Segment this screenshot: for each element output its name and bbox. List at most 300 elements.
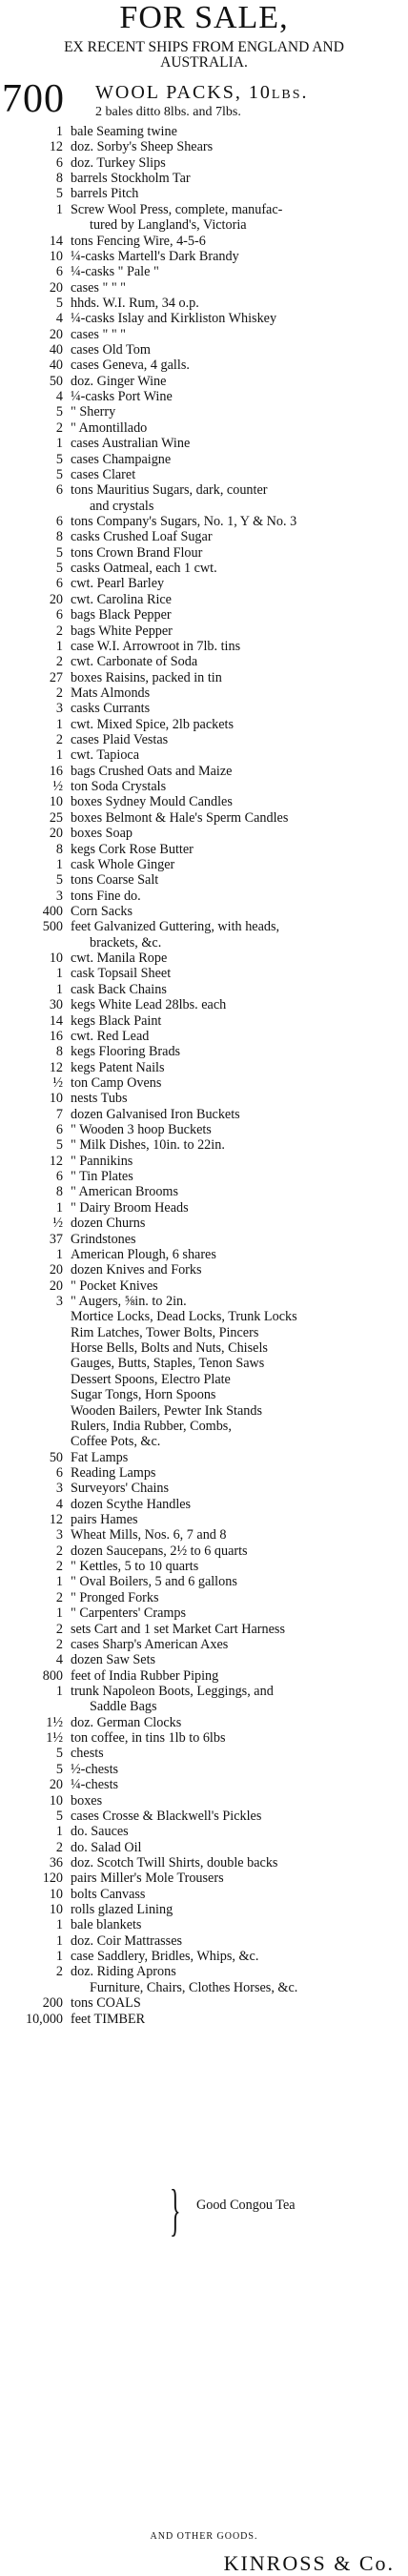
list-item [0, 842, 408, 857]
item-description: casks Crushed Loaf Sugar [71, 529, 213, 545]
list-item [0, 249, 408, 264]
list-item [0, 919, 408, 934]
item-description: tons Coarse Salt [71, 872, 159, 889]
ad-title: FOR SALE, [119, 0, 289, 35]
item-description: pairs Hames [71, 1512, 138, 1528]
item-quantity: 14 [49, 1012, 63, 1029]
item-quantity: 2 [55, 1559, 63, 1575]
item-quantity: 1 [55, 1574, 63, 1590]
item-quantity: 20 [49, 1262, 63, 1278]
item-description: brackets, &c. [90, 934, 162, 951]
item-quantity: 5 [55, 1761, 63, 1777]
item-quantity: 6 [55, 514, 63, 529]
item-quantity: 1 [55, 981, 63, 997]
list-item [0, 1403, 408, 1419]
list-item [0, 499, 408, 514]
item-description: sets Cart and 1 set Market Cart Harness [71, 1621, 285, 1637]
item-description: pairs Miller's Mole Trousers [71, 1871, 224, 1887]
item-quantity: 3 [55, 1527, 63, 1544]
item-quantity: 25 [49, 809, 63, 826]
list-item [0, 951, 408, 966]
item-description: nests Tubs [71, 1091, 128, 1107]
item-description: doz. Sorby's Sheep Shears [71, 139, 214, 155]
item-quantity: 2 [55, 654, 63, 670]
list-item [0, 685, 408, 701]
item-quantity: 2 [55, 732, 63, 748]
item-description: feet of India Rubber Piping [71, 1667, 219, 1684]
item-quantity: 1½ [46, 1714, 63, 1730]
list-item [0, 1793, 408, 1809]
lead-description: WOOL PACKS, 10lbs. [95, 82, 309, 103]
item-description: Horse Bells, Bolts and Nuts, Chisels [71, 1340, 268, 1357]
list-item [0, 1137, 408, 1153]
list-item [0, 1200, 408, 1216]
list-item [0, 1652, 408, 1667]
list-item [0, 624, 408, 639]
list-item [0, 592, 408, 607]
item-quantity: 1 [55, 1605, 63, 1622]
lead-description-second-line: 2 bales ditto 8lbs. and 7lbs. [95, 105, 241, 119]
list-item [0, 1325, 408, 1340]
item-description: " Pannikins [71, 1153, 133, 1169]
item-description: casks Oatmeal, each 1 cwt. [71, 561, 217, 577]
list-item [0, 1746, 408, 1761]
list-item [0, 1964, 408, 1979]
list-item [0, 826, 408, 841]
item-description: cases Geneva, 4 galls. [71, 358, 190, 374]
item-description: Rulers, India Rubber, Combs, [71, 1418, 232, 1434]
item-description: Sugar Tongs, Horn Spoons [71, 1387, 216, 1403]
list-item [0, 482, 408, 498]
list-item [0, 1044, 408, 1059]
list-item [0, 358, 408, 373]
item-quantity: 12 [49, 139, 63, 155]
item-description: trunk Napoleon Boots, Leggings, and [71, 1684, 274, 1699]
list-item [0, 1824, 408, 1839]
item-quantity: 8 [55, 1184, 63, 1200]
item-quantity: 20 [49, 826, 63, 842]
item-quantity: 500 [42, 919, 63, 935]
item-description: chests [71, 1746, 104, 1762]
list-item [0, 1481, 408, 1496]
item-quantity: 40 [49, 342, 63, 358]
list-item [0, 1107, 408, 1122]
list-item [0, 872, 408, 888]
list-item [0, 1154, 408, 1169]
item-description: cases Claret [71, 466, 136, 482]
list-item [0, 124, 408, 139]
item-description: case Saddlery, Bridles, Whips, &c. [71, 1949, 259, 1965]
item-quantity: 1 [55, 966, 63, 982]
list-item [0, 1980, 408, 1995]
item-description: ton Camp Ovens [71, 1074, 162, 1091]
item-quantity: 14 [49, 233, 63, 249]
list-item [0, 1497, 408, 1512]
list-item [0, 1247, 408, 1262]
item-quantity: 1 [55, 436, 63, 452]
item-description: tons Company's Sugars, No. 1, Y & No. 3 [71, 514, 297, 529]
list-item [0, 1450, 408, 1465]
item-description: ¼-casks Islay and Kirkliston Whiskey [71, 311, 277, 327]
item-quantity: 5 [55, 1808, 63, 1824]
list-item [0, 1013, 408, 1029]
item-quantity: 20 [49, 591, 63, 607]
item-quantity: 6 [55, 264, 63, 280]
item-quantity: 1 [55, 716, 63, 732]
item-description: do. Salad Oil [71, 1839, 142, 1855]
list-item [0, 747, 408, 763]
item-description: Wheat Mills, Nos. 6, 7 and 8 [71, 1527, 227, 1544]
item-quantity: 2 [55, 1589, 63, 1605]
item-quantity: 3 [55, 888, 63, 904]
item-description: " Dairy Broom Heads [71, 1199, 189, 1216]
list-item [0, 514, 408, 529]
item-quantity: ½ [52, 1216, 63, 1232]
item-description: dozen Galvanised Iron Buckets [71, 1106, 240, 1122]
list-item [0, 1372, 408, 1387]
item-description: cwt. Carolina Rice [71, 591, 172, 607]
item-description: tons Fine do. [71, 888, 141, 904]
item-description: tons Fencing Wire, 4-5-6 [71, 233, 206, 249]
item-quantity: 120 [42, 1871, 63, 1887]
item-quantity: 8 [55, 1044, 63, 1060]
list-item [0, 452, 408, 467]
list-item [0, 857, 408, 872]
list-item [0, 1949, 408, 1964]
item-description: cases Plaid Vestas [71, 732, 169, 748]
item-quantity: 8 [55, 171, 63, 187]
item-description: cwt. Mixed Spice, 2lb packets [71, 716, 234, 732]
item-description: Rim Latches, Tower Bolts, Pincers [71, 1324, 259, 1340]
tea-brace: } [170, 2178, 181, 2241]
list-item [0, 1590, 408, 1605]
item-description: cases Crosse & Blackwell's Pickles [71, 1808, 262, 1824]
list-item [0, 935, 408, 951]
item-quantity: ½ [52, 779, 63, 795]
item-description: cask Topsail Sheet [71, 966, 172, 982]
list-item [0, 1887, 408, 1902]
list-item [0, 155, 408, 171]
list-item [0, 342, 408, 358]
item-quantity: 40 [49, 358, 63, 374]
item-description: boxes Soap [71, 826, 133, 842]
item-quantity: 5 [55, 404, 63, 420]
lead-quantity: 700 [2, 77, 65, 121]
item-quantity: 1 [55, 124, 63, 139]
item-quantity: 1 [55, 1684, 63, 1699]
list-item [0, 561, 408, 576]
item-description: American Plough, 6 shares [71, 1246, 216, 1262]
list-item [0, 1232, 408, 1247]
item-description: bolts Canvass [71, 1886, 146, 1902]
list-item [0, 1637, 408, 1652]
item-quantity: 7 [55, 1106, 63, 1122]
ad-subtitle-line2: AUSTRALIA. [160, 54, 248, 71]
list-item [0, 1809, 408, 1824]
item-description: bale blankets [71, 1917, 142, 1933]
item-description: Reading Lamps [71, 1464, 156, 1481]
list-item [0, 1029, 408, 1044]
item-quantity: 4 [55, 389, 63, 405]
item-quantity: 1 [55, 856, 63, 872]
list-item [0, 1933, 408, 1949]
item-description: doz. Scotch Twill Shirts, double backs [71, 1854, 278, 1871]
item-quantity: 2 [55, 1964, 63, 1980]
item-description: Mortice Locks, Dead Locks, Trunk Locks [71, 1309, 297, 1325]
list-item [0, 1730, 408, 1746]
tea-brace-label: Good Congou Tea [196, 2198, 296, 2213]
item-description: Coffee Pots, &c. [71, 1434, 161, 1450]
item-quantity: 1 [55, 1824, 63, 1840]
item-description: " Kettles, 5 to 10 quarts [71, 1559, 199, 1575]
item-description: dozen Knives and Forks [71, 1262, 202, 1278]
item-description: Dessert Spoons, Electro Plate [71, 1371, 231, 1387]
list-item [0, 997, 408, 1012]
list-item [0, 982, 408, 997]
item-quantity: 200 [42, 1995, 63, 2012]
item-quantity: 16 [49, 763, 63, 779]
item-description: kegs Black Paint [71, 1012, 162, 1029]
item-quantity: 36 [49, 1854, 63, 1871]
item-description: boxes Sydney Mould Candles [71, 794, 233, 810]
item-description: Mats Almonds [71, 685, 151, 701]
item-quantity: 800 [42, 1667, 63, 1684]
list-item [0, 810, 408, 826]
list-item [0, 1902, 408, 1917]
list-item [0, 1356, 408, 1371]
list-item [0, 794, 408, 809]
item-quantity: 2 [55, 1621, 63, 1637]
item-quantity: 2 [55, 685, 63, 701]
item-description: casks Currants [71, 701, 151, 717]
list-item [0, 1091, 408, 1106]
item-description: cask Whole Ginger [71, 856, 175, 872]
list-item [0, 1169, 408, 1184]
item-quantity: 3 [55, 701, 63, 717]
item-description: bale Seaming twine [71, 124, 177, 139]
list-item [0, 1622, 408, 1637]
item-description: feet Galvanized Guttering, with heads, [71, 919, 280, 935]
item-quantity: 2 [55, 1839, 63, 1855]
item-quantity: 2 [55, 623, 63, 639]
list-item [0, 1465, 408, 1481]
item-quantity: 10 [49, 951, 63, 967]
list-item [0, 1122, 408, 1137]
list-item [0, 296, 408, 311]
list-item [0, 202, 408, 217]
item-description: ton coffee, in tins 1lb to 6lbs [71, 1730, 226, 1747]
item-description: ton Soda Crystals [71, 779, 167, 795]
list-item [0, 1075, 408, 1091]
item-description: ¼-chests [71, 1777, 119, 1793]
item-description: cask Back Chains [71, 981, 167, 997]
item-description: doz. Coir Mattrasses [71, 1932, 183, 1949]
item-quantity: 5 [55, 186, 63, 202]
list-item [0, 1512, 408, 1527]
list-item [0, 966, 408, 981]
item-description: bags White Pepper [71, 623, 173, 639]
list-item [0, 1278, 408, 1294]
item-description: kegs Cork Rose Butter [71, 841, 194, 857]
item-description: cwt. Manila Rope [71, 951, 168, 967]
list-item [0, 1060, 408, 1075]
item-description: and crystals [90, 498, 154, 514]
list-item [0, 1544, 408, 1559]
item-description: " Amontillado [71, 419, 148, 436]
list-item [0, 1216, 408, 1231]
item-quantity: 5 [55, 561, 63, 577]
item-description: boxes Raisins, packed in tin [71, 669, 222, 685]
item-description: Grindstones [71, 1231, 136, 1247]
item-quantity: 5 [55, 872, 63, 889]
item-quantity: 6 [55, 607, 63, 624]
list-item [0, 1559, 408, 1574]
item-description: Saddle Bags [90, 1699, 157, 1715]
item-quantity: 3 [55, 1481, 63, 1497]
item-quantity: 50 [49, 373, 63, 389]
list-item [0, 1605, 408, 1621]
item-quantity: 10,000 [25, 2011, 63, 2027]
list-item [0, 701, 408, 716]
list-item [0, 732, 408, 747]
item-quantity: 30 [49, 997, 63, 1013]
item-quantity: 1 [55, 1932, 63, 1949]
item-description: Surveyors' Chains [71, 1481, 170, 1497]
item-description: Screw Wool Press, complete, manufac- [71, 201, 283, 217]
item-description: cases " " " [71, 326, 126, 342]
item-description: Furniture, Chairs, Clothes Horses, &c. [90, 1979, 298, 1995]
item-quantity: 1 [55, 747, 63, 764]
item-quantity: 1 [55, 638, 63, 654]
list-item [0, 186, 408, 201]
firm-signature: KINROSS & Co. [223, 2551, 395, 2575]
item-quantity: 10 [49, 248, 63, 264]
item-description: " Carpenters' Cramps [71, 1605, 187, 1622]
item-quantity: 8 [55, 529, 63, 545]
list-item [0, 234, 408, 249]
item-description: cases Australian Wine [71, 436, 191, 452]
item-description: Wooden Bailers, Pewter Ink Stands [71, 1402, 262, 1419]
list-item [0, 607, 408, 623]
item-quantity: 12 [49, 1153, 63, 1169]
item-description: " American Brooms [71, 1184, 178, 1200]
item-quantity: 20 [49, 279, 63, 296]
list-item [0, 2012, 408, 2027]
item-quantity: 1½ [46, 1730, 63, 1747]
item-quantity: 6 [55, 576, 63, 592]
list-item [0, 1434, 408, 1449]
item-quantity: 20 [49, 1777, 63, 1793]
item-description: doz. German Clocks [71, 1714, 182, 1730]
list-item [0, 904, 408, 919]
list-item [0, 1684, 408, 1699]
list-item [0, 545, 408, 561]
item-description: case W.I. Arrowroot in 7lb. tins [71, 638, 241, 654]
list-item [0, 529, 408, 544]
item-description: kegs Patent Nails [71, 1059, 165, 1075]
item-quantity: 3 [55, 1294, 63, 1309]
item-description: " Milk Dishes, 10in. to 22in. [71, 1137, 225, 1154]
item-quantity: 4 [55, 1652, 63, 1668]
list-item [0, 1527, 408, 1543]
item-description: feet TIMBER [71, 2011, 146, 2027]
item-quantity: 5 [55, 1137, 63, 1154]
item-description: cases " " " [71, 279, 126, 296]
item-quantity: 5 [55, 1746, 63, 1762]
item-quantity: 1 [55, 1949, 63, 1965]
item-quantity: 37 [49, 1231, 63, 1247]
item-description: " Augers, ⅝in. to 2in. [71, 1294, 187, 1309]
item-description: cwt. Red Lead [71, 1028, 150, 1044]
list-item [0, 1871, 408, 1886]
list-item [0, 1715, 408, 1730]
list-item [0, 1340, 408, 1356]
list-item [0, 1184, 408, 1199]
list-item [0, 374, 408, 389]
list-item [0, 889, 408, 904]
item-quantity: 400 [42, 904, 63, 919]
list-item [0, 764, 408, 779]
list-item [0, 467, 408, 482]
list-item [0, 1762, 408, 1777]
item-description: " Sherry [71, 404, 116, 420]
item-quantity: 1 [55, 1917, 63, 1933]
item-quantity: 50 [49, 1449, 63, 1465]
item-description: barrels Pitch [71, 186, 139, 202]
list-item [0, 217, 408, 233]
item-quantity: 8 [55, 841, 63, 857]
list-item [0, 1995, 408, 2011]
item-description: boxes Belmont & Hale's Sperm Candles [71, 809, 289, 826]
item-description: tons Mauritius Sugars, dark, counter [71, 482, 268, 499]
item-quantity: ½ [52, 1074, 63, 1091]
list-item [0, 139, 408, 154]
item-description: " Pronged Forks [71, 1589, 159, 1605]
item-description: " Oval Boilers, 5 and 6 gallons [71, 1574, 237, 1590]
item-quantity: 5 [55, 466, 63, 482]
item-quantity: 2 [55, 1543, 63, 1559]
item-description: cwt. Pearl Barley [71, 576, 165, 592]
item-quantity: 10 [49, 1792, 63, 1809]
item-description: Gauges, Butts, Staples, Tenon Saws [71, 1356, 265, 1372]
item-quantity: 2 [55, 1636, 63, 1652]
item-quantity: 12 [49, 1059, 63, 1075]
item-description: dozen Scythe Handles [71, 1496, 192, 1512]
item-description: dozen Saucepans, 2½ to 6 quarts [71, 1543, 248, 1559]
list-item [0, 1777, 408, 1792]
item-description: ¼-casks " Pale " [71, 264, 159, 280]
item-description: cwt. Tapioca [71, 747, 140, 764]
item-description: doz. Riding Aprons [71, 1964, 176, 1980]
list-item [0, 1294, 408, 1309]
item-description: cases Old Tom [71, 342, 151, 358]
list-item [0, 717, 408, 732]
list-item [0, 264, 408, 279]
list-item [0, 1574, 408, 1589]
item-description: tons COALS [71, 1995, 141, 2012]
list-item [0, 779, 408, 794]
item-description: ¼-casks Port Wine [71, 389, 173, 405]
item-quantity: 10 [49, 1091, 63, 1107]
item-description: " Wooden 3 hoop Buckets [71, 1122, 212, 1138]
list-item [0, 420, 408, 436]
item-quantity: 5 [55, 544, 63, 561]
item-description: tured by Langland's, Victoria [90, 217, 247, 234]
list-item [0, 404, 408, 419]
list-item [0, 1855, 408, 1871]
item-description: cases Champaigne [71, 451, 172, 467]
list-item [0, 436, 408, 451]
